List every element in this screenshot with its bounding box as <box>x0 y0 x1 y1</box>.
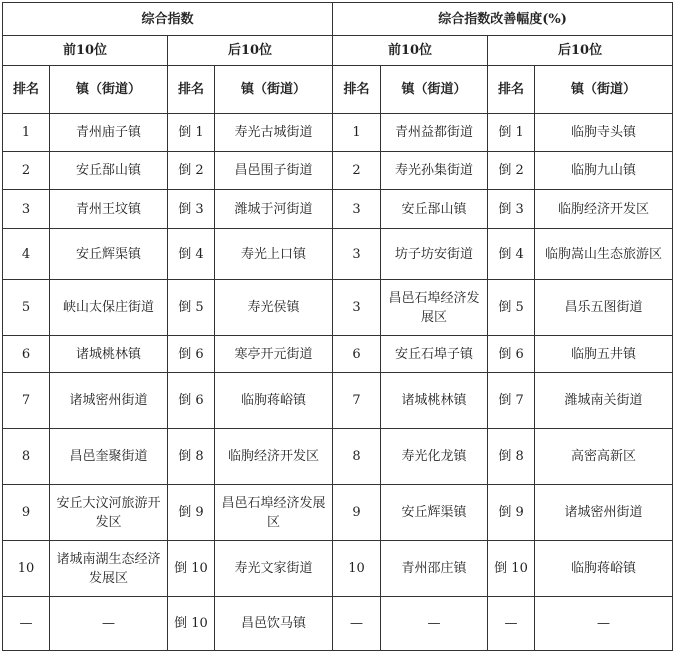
improvement-top-town: — <box>381 597 488 651</box>
improvement-bottom-rank: 倒 2 <box>488 152 535 190</box>
index-top-town: 昌邑奎聚街道 <box>50 429 168 485</box>
index-top-town: 安丘辉渠镇 <box>50 229 168 280</box>
index-bottom-town: 昌邑饮马镇 <box>215 597 333 651</box>
index-bottom-town: 临朐蒋峪镇 <box>215 373 333 429</box>
improvement-top-town: 诸城桃林镇 <box>381 373 488 429</box>
table-row <box>3 485 673 541</box>
improvement-top-town: 寿光化龙镇 <box>381 429 488 485</box>
header-composite-improvement: 综合指数改善幅度(%) <box>333 3 673 36</box>
improvement-bottom-rank: — <box>488 597 535 651</box>
index-top-town: 诸城南湖生态经济发展区 <box>50 541 168 597</box>
improvement-bottom-rank: 倒 8 <box>488 429 535 485</box>
improvement-top-town: 青州邵庄镇 <box>381 541 488 597</box>
index-top-rank: 6 <box>3 336 50 373</box>
index-top-town: 安丘大汶河旅游开发区 <box>50 485 168 541</box>
header-rank: 排名 <box>333 66 381 114</box>
table-row <box>3 114 673 152</box>
improvement-top-rank: 9 <box>333 485 381 541</box>
improvement-bottom-rank: 倒 5 <box>488 280 535 336</box>
header-rank: 排名 <box>3 66 50 114</box>
improvement-bottom-town: 临朐寺头镇 <box>535 114 673 152</box>
header-composite-index: 综合指数 <box>3 3 333 36</box>
index-bottom-rank: 倒 6 <box>168 373 215 429</box>
improvement-bottom-town: — <box>535 597 673 651</box>
improvement-bottom-town: 临朐九山镇 <box>535 152 673 190</box>
index-bottom-rank: 倒 4 <box>168 229 215 280</box>
improvement-top-town: 安丘辉渠镇 <box>381 485 488 541</box>
improvement-top-rank: 3 <box>333 280 381 336</box>
index-top-town: 诸城桃林镇 <box>50 336 168 373</box>
index-top-rank: 9 <box>3 485 50 541</box>
index-bottom-town: 潍城于河街道 <box>215 190 333 229</box>
improvement-top-rank: 7 <box>333 373 381 429</box>
index-top-rank: 1 <box>3 114 50 152</box>
header-town: 镇（街道） <box>535 66 673 114</box>
header-index-top10: 前10位 <box>3 36 168 66</box>
header-town: 镇（街道） <box>381 66 488 114</box>
index-bottom-rank: 倒 10 <box>168 541 215 597</box>
table-row <box>3 597 673 651</box>
index-bottom-rank: 倒 6 <box>168 336 215 373</box>
improvement-bottom-town: 昌乐五图街道 <box>535 280 673 336</box>
header-rank: 排名 <box>168 66 215 114</box>
improvement-bottom-town: 临朐经济开发区 <box>535 190 673 229</box>
improvement-bottom-rank: 倒 9 <box>488 485 535 541</box>
header-improvement-top10: 前10位 <box>333 36 488 66</box>
index-top-rank: 7 <box>3 373 50 429</box>
index-bottom-rank: 倒 5 <box>168 280 215 336</box>
index-bottom-town: 寿光文家街道 <box>215 541 333 597</box>
improvement-bottom-rank: 倒 1 <box>488 114 535 152</box>
improvement-top-town: 安丘石埠子镇 <box>381 336 488 373</box>
improvement-bottom-town: 临朐蒋峪镇 <box>535 541 673 597</box>
improvement-top-rank: 6 <box>333 336 381 373</box>
table-row <box>3 190 673 229</box>
index-bottom-rank: 倒 3 <box>168 190 215 229</box>
header-rank: 排名 <box>488 66 535 114</box>
table-row <box>3 429 673 485</box>
table-row <box>3 541 673 597</box>
header-index-bottom10: 后10位 <box>168 36 333 66</box>
improvement-bottom-town: 临朐嵩山生态旅游区 <box>535 229 673 280</box>
index-top-town: 诸城密州街道 <box>50 373 168 429</box>
header-improvement-bottom10: 后10位 <box>488 36 673 66</box>
table-row <box>3 152 673 190</box>
index-bottom-rank: 倒 9 <box>168 485 215 541</box>
header-town: 镇（街道） <box>215 66 333 114</box>
index-top-rank: 5 <box>3 280 50 336</box>
index-bottom-town: 临朐经济开发区 <box>215 429 333 485</box>
table-row <box>3 280 673 336</box>
index-top-rank: 10 <box>3 541 50 597</box>
improvement-bottom-rank: 倒 7 <box>488 373 535 429</box>
index-top-rank: 2 <box>3 152 50 190</box>
table-row <box>3 373 673 429</box>
improvement-bottom-town: 诸城密州街道 <box>535 485 673 541</box>
improvement-top-rank: 1 <box>333 114 381 152</box>
index-bottom-rank: 倒 10 <box>168 597 215 651</box>
index-bottom-rank: 倒 2 <box>168 152 215 190</box>
table-row <box>3 229 673 280</box>
improvement-top-rank: — <box>333 597 381 651</box>
improvement-top-town: 昌邑石埠经济发展区 <box>381 280 488 336</box>
improvement-bottom-town: 高密高新区 <box>535 429 673 485</box>
index-top-rank: — <box>3 597 50 651</box>
index-top-town: 青州庙子镇 <box>50 114 168 152</box>
improvement-bottom-town: 临朐五井镇 <box>535 336 673 373</box>
improvement-top-rank: 10 <box>333 541 381 597</box>
improvement-top-rank: 8 <box>333 429 381 485</box>
improvement-bottom-rank: 倒 10 <box>488 541 535 597</box>
ranking-table <box>2 2 673 651</box>
index-bottom-town: 寿光上口镇 <box>215 229 333 280</box>
table-row <box>3 336 673 373</box>
index-bottom-town: 寿光古城街道 <box>215 114 333 152</box>
index-top-town: — <box>50 597 168 651</box>
improvement-top-town: 青州益都街道 <box>381 114 488 152</box>
header-town: 镇（街道） <box>50 66 168 114</box>
index-bottom-town: 昌邑围子街道 <box>215 152 333 190</box>
index-bottom-rank: 倒 1 <box>168 114 215 152</box>
improvement-bottom-town: 潍城南关街道 <box>535 373 673 429</box>
improvement-top-rank: 3 <box>333 229 381 280</box>
index-top-town: 安丘郚山镇 <box>50 152 168 190</box>
index-top-rank: 8 <box>3 429 50 485</box>
improvement-bottom-rank: 倒 3 <box>488 190 535 229</box>
improvement-top-town: 坊子坊安街道 <box>381 229 488 280</box>
index-top-rank: 4 <box>3 229 50 280</box>
improvement-top-rank: 2 <box>333 152 381 190</box>
improvement-top-town: 寿光孙集街道 <box>381 152 488 190</box>
index-top-rank: 3 <box>3 190 50 229</box>
improvement-top-town: 安丘郚山镇 <box>381 190 488 229</box>
index-bottom-town: 寿光侯镇 <box>215 280 333 336</box>
index-top-town: 青州王坟镇 <box>50 190 168 229</box>
improvement-top-rank: 3 <box>333 190 381 229</box>
index-top-town: 峡山太保庄街道 <box>50 280 168 336</box>
index-bottom-town: 寒亭开元街道 <box>215 336 333 373</box>
improvement-bottom-rank: 倒 4 <box>488 229 535 280</box>
index-bottom-town: 昌邑石埠经济发展区 <box>215 485 333 541</box>
index-bottom-rank: 倒 8 <box>168 429 215 485</box>
ranking-table-wrapper <box>2 2 673 651</box>
improvement-bottom-rank: 倒 6 <box>488 336 535 373</box>
